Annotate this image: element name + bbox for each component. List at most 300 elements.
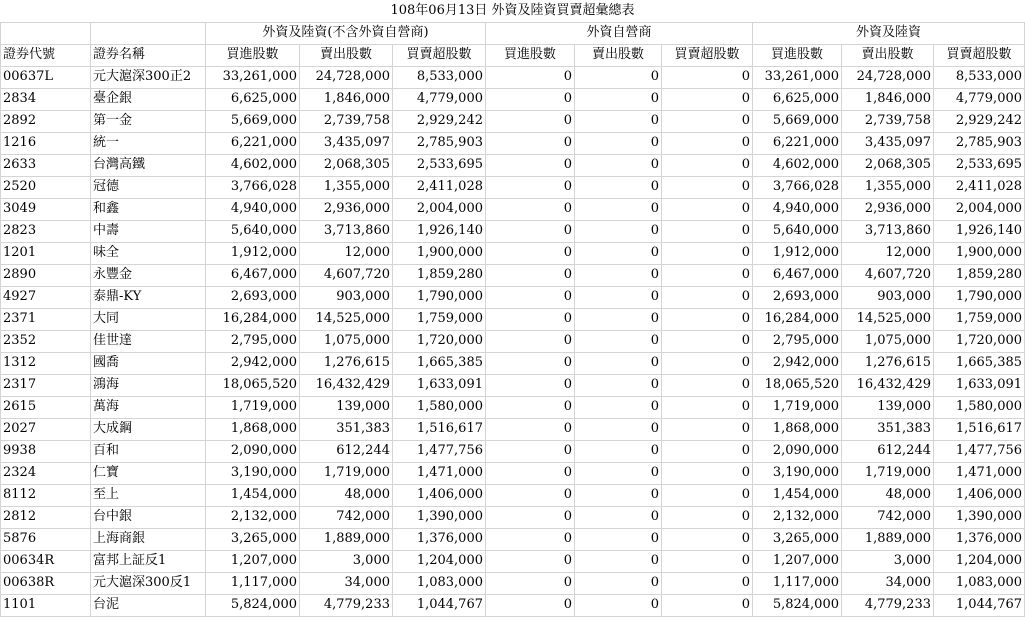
cell-value[interactable]: 0 [575,396,662,418]
cell-value[interactable]: 742,000 [842,506,934,528]
cell-value[interactable]: 5,669,000 [753,110,842,132]
cell-value[interactable]: 0 [662,572,753,594]
cell-value[interactable]: 1,868,000 [206,418,300,440]
table-row[interactable] [1,594,1025,616]
cell-value[interactable]: 0 [575,572,662,594]
cell-value[interactable]: 2,533,695 [393,154,486,176]
table-row[interactable] [1,418,1025,440]
cell-value[interactable]: 1,868,000 [753,418,842,440]
cell-value[interactable]: 1,846,000 [842,88,934,110]
cell-value[interactable]: 0 [486,198,575,220]
cell-value[interactable]: 18,065,520 [753,374,842,396]
cell-value[interactable]: 2,795,000 [206,330,300,352]
cell-value[interactable]: 0 [486,506,575,528]
cell-value[interactable]: 5,669,000 [206,110,300,132]
cell-value[interactable]: 16,432,429 [842,374,934,396]
cell-value[interactable]: 3,435,097 [300,132,393,154]
cell-value[interactable]: 6,221,000 [206,132,300,154]
cell-stock-code[interactable]: 2890 [1,264,91,286]
cell-value[interactable]: 1,117,000 [753,572,842,594]
table-row[interactable] [1,88,1025,110]
cell-value[interactable]: 0 [575,352,662,374]
cell-value[interactable]: 742,000 [300,506,393,528]
cell-value[interactable]: 0 [662,594,753,616]
cell-value[interactable]: 16,432,429 [300,374,393,396]
table-row[interactable] [1,330,1025,352]
cell-value[interactable]: 3,000 [300,550,393,572]
cell-value[interactable]: 1,454,000 [206,484,300,506]
cell-value[interactable]: 48,000 [300,484,393,506]
cell-value[interactable]: 0 [575,242,662,264]
cell-value[interactable]: 2,942,000 [753,352,842,374]
cell-value[interactable]: 0 [662,352,753,374]
table-row[interactable] [1,220,1025,242]
cell-value[interactable]: 1,477,756 [934,440,1025,462]
table-row[interactable] [1,132,1025,154]
cell-value[interactable]: 1,083,000 [934,572,1025,594]
cell-stock-code[interactable]: 2324 [1,462,91,484]
cell-value[interactable]: 3,713,860 [842,220,934,242]
cell-value[interactable]: 3,713,860 [300,220,393,242]
cell-value[interactable]: 4,779,233 [842,594,934,616]
cell-value[interactable]: 2,942,000 [206,352,300,374]
cell-value[interactable]: 1,516,617 [393,418,486,440]
cell-value[interactable]: 0 [486,440,575,462]
cell-stock-code[interactable]: 00638R [1,572,91,594]
cell-value[interactable]: 1,926,140 [393,220,486,242]
table-row[interactable] [1,462,1025,484]
cell-value[interactable]: 2,929,242 [934,110,1025,132]
cell-stock-name[interactable]: 統一 [91,132,206,154]
cell-value[interactable]: 4,607,720 [300,264,393,286]
cell-value[interactable]: 0 [575,374,662,396]
cell-value[interactable]: 0 [486,484,575,506]
cell-value[interactable]: 0 [662,506,753,528]
cell-value[interactable]: 1,075,000 [300,330,393,352]
cell-value[interactable]: 1,720,000 [393,330,486,352]
cell-value[interactable]: 6,625,000 [206,88,300,110]
cell-value[interactable]: 2,693,000 [206,286,300,308]
cell-value[interactable]: 8,533,000 [393,66,486,88]
cell-stock-name[interactable]: 中壽 [91,220,206,242]
cell-value[interactable]: 33,261,000 [206,66,300,88]
cell-stock-name[interactable]: 仁寶 [91,462,206,484]
cell-stock-code[interactable]: 00637L [1,66,91,88]
cell-value[interactable]: 139,000 [300,396,393,418]
cell-value[interactable]: 0 [486,264,575,286]
cell-value[interactable]: 2,739,758 [300,110,393,132]
cell-value[interactable]: 2,090,000 [206,440,300,462]
cell-value[interactable]: 0 [662,418,753,440]
cell-value[interactable]: 6,625,000 [753,88,842,110]
cell-stock-name[interactable]: 元大滬深300正2 [91,66,206,88]
cell-stock-code[interactable]: 2633 [1,154,91,176]
cell-stock-code[interactable]: 1312 [1,352,91,374]
cell-stock-name[interactable]: 百和 [91,440,206,462]
cell-value[interactable]: 2,068,305 [842,154,934,176]
cell-value[interactable]: 0 [486,462,575,484]
cell-value[interactable]: 0 [486,66,575,88]
cell-value[interactable]: 24,728,000 [842,66,934,88]
cell-value[interactable]: 2,936,000 [300,198,393,220]
cell-value[interactable]: 2,533,695 [934,154,1025,176]
cell-value[interactable]: 0 [662,462,753,484]
cell-value[interactable]: 1,204,000 [934,550,1025,572]
cell-value[interactable]: 0 [486,110,575,132]
table-row[interactable] [1,374,1025,396]
cell-stock-name[interactable]: 第一金 [91,110,206,132]
cell-value[interactable]: 2,411,028 [934,176,1025,198]
cell-value[interactable]: 24,728,000 [300,66,393,88]
cell-value[interactable]: 18,065,520 [206,374,300,396]
cell-value[interactable]: 0 [575,484,662,506]
cell-value[interactable]: 1,759,000 [934,308,1025,330]
cell-stock-name[interactable]: 上海商銀 [91,528,206,550]
cell-value[interactable]: 0 [662,528,753,550]
cell-value[interactable]: 0 [486,176,575,198]
table-row[interactable] [1,154,1025,176]
cell-value[interactable]: 0 [486,132,575,154]
table-row[interactable] [1,484,1025,506]
cell-value[interactable]: 1,207,000 [753,550,842,572]
cell-value[interactable]: 3,265,000 [206,528,300,550]
cell-value[interactable]: 612,244 [300,440,393,462]
cell-stock-code[interactable]: 3049 [1,198,91,220]
cell-value[interactable]: 2,936,000 [842,198,934,220]
cell-stock-name[interactable]: 台中銀 [91,506,206,528]
cell-value[interactable]: 1,580,000 [934,396,1025,418]
table-row[interactable] [1,286,1025,308]
cell-value[interactable]: 34,000 [300,572,393,594]
cell-value[interactable]: 2,411,028 [393,176,486,198]
cell-value[interactable]: 0 [662,198,753,220]
cell-value[interactable]: 1,083,000 [393,572,486,594]
cell-value[interactable]: 1,406,000 [934,484,1025,506]
cell-value[interactable]: 3,766,028 [753,176,842,198]
cell-value[interactable]: 16,284,000 [206,308,300,330]
cell-value[interactable]: 8,533,000 [934,66,1025,88]
cell-value[interactable]: 139,000 [842,396,934,418]
cell-value[interactable]: 1,759,000 [393,308,486,330]
cell-stock-code[interactable]: 2812 [1,506,91,528]
cell-value[interactable]: 5,640,000 [753,220,842,242]
cell-value[interactable]: 351,383 [300,418,393,440]
cell-value[interactable]: 1,719,000 [842,462,934,484]
cell-value[interactable]: 0 [662,374,753,396]
cell-value[interactable]: 0 [662,440,753,462]
cell-value[interactable]: 0 [486,286,575,308]
cell-value[interactable]: 1,204,000 [393,550,486,572]
cell-value[interactable]: 0 [575,330,662,352]
cell-stock-name[interactable]: 泰鼎-KY [91,286,206,308]
cell-stock-code[interactable]: 2834 [1,88,91,110]
table-row[interactable] [1,110,1025,132]
cell-stock-name[interactable]: 冠德 [91,176,206,198]
cell-value[interactable]: 0 [575,110,662,132]
cell-value[interactable]: 3,000 [842,550,934,572]
cell-value[interactable]: 1,720,000 [934,330,1025,352]
cell-value[interactable]: 0 [662,484,753,506]
cell-value[interactable]: 0 [486,374,575,396]
cell-value[interactable]: 5,824,000 [206,594,300,616]
cell-value[interactable]: 34,000 [842,572,934,594]
cell-value[interactable]: 1,665,385 [393,352,486,374]
table-row[interactable] [1,506,1025,528]
cell-value[interactable]: 4,940,000 [753,198,842,220]
cell-value[interactable]: 16,284,000 [753,308,842,330]
cell-stock-code[interactable]: 8112 [1,484,91,506]
cell-value[interactable]: 0 [486,594,575,616]
cell-value[interactable]: 48,000 [842,484,934,506]
cell-value[interactable]: 0 [662,66,753,88]
cell-value[interactable]: 0 [486,418,575,440]
cell-value[interactable]: 0 [662,132,753,154]
cell-value[interactable]: 0 [575,506,662,528]
table-row[interactable] [1,352,1025,374]
cell-value[interactable]: 1,207,000 [206,550,300,572]
table-row[interactable] [1,264,1025,286]
cell-stock-name[interactable]: 元大滬深300反1 [91,572,206,594]
cell-stock-code[interactable]: 1201 [1,242,91,264]
cell-value[interactable]: 0 [486,528,575,550]
table-row[interactable] [1,396,1025,418]
cell-value[interactable]: 0 [575,418,662,440]
cell-value[interactable]: 1,719,000 [206,396,300,418]
cell-value[interactable]: 1,790,000 [934,286,1025,308]
cell-value[interactable]: 1,516,617 [934,418,1025,440]
cell-value[interactable]: 2,132,000 [206,506,300,528]
cell-value[interactable]: 0 [575,132,662,154]
cell-value[interactable]: 0 [486,330,575,352]
cell-stock-name[interactable]: 國喬 [91,352,206,374]
cell-value[interactable]: 1,355,000 [842,176,934,198]
cell-value[interactable]: 1,846,000 [300,88,393,110]
cell-value[interactable]: 1,471,000 [934,462,1025,484]
cell-stock-name[interactable]: 鴻海 [91,374,206,396]
cell-value[interactable]: 2,090,000 [753,440,842,462]
table-row[interactable] [1,550,1025,572]
cell-stock-name[interactable]: 至上 [91,484,206,506]
cell-value[interactable]: 1,454,000 [753,484,842,506]
cell-value[interactable]: 1,355,000 [300,176,393,198]
cell-value[interactable]: 0 [575,594,662,616]
cell-value[interactable]: 2,004,000 [393,198,486,220]
cell-stock-code[interactable]: 2823 [1,220,91,242]
cell-value[interactable]: 1,376,000 [934,528,1025,550]
cell-value[interactable]: 1,926,140 [934,220,1025,242]
cell-value[interactable]: 6,221,000 [753,132,842,154]
cell-value[interactable]: 6,467,000 [206,264,300,286]
table-row[interactable] [1,66,1025,88]
cell-value[interactable]: 1,859,280 [393,264,486,286]
cell-stock-name[interactable]: 大同 [91,308,206,330]
cell-value[interactable]: 1,044,767 [393,594,486,616]
cell-value[interactable]: 1,900,000 [934,242,1025,264]
cell-value[interactable]: 351,383 [842,418,934,440]
cell-value[interactable]: 1,376,000 [393,528,486,550]
cell-value[interactable]: 0 [575,154,662,176]
cell-value[interactable]: 903,000 [300,286,393,308]
cell-value[interactable]: 0 [486,396,575,418]
cell-value[interactable]: 1,889,000 [300,528,393,550]
cell-value[interactable]: 0 [575,220,662,242]
cell-value[interactable]: 2,785,903 [934,132,1025,154]
cell-value[interactable]: 2,068,305 [300,154,393,176]
table-row[interactable] [1,572,1025,594]
cell-value[interactable]: 0 [662,110,753,132]
cell-value[interactable]: 1,044,767 [934,594,1025,616]
cell-value[interactable]: 3,265,000 [753,528,842,550]
cell-stock-code[interactable]: 2027 [1,418,91,440]
cell-value[interactable]: 0 [575,176,662,198]
cell-value[interactable]: 0 [575,550,662,572]
cell-stock-name[interactable]: 富邦上証反1 [91,550,206,572]
cell-stock-code[interactable]: 2352 [1,330,91,352]
cell-stock-name[interactable]: 大成鋼 [91,418,206,440]
cell-value[interactable]: 0 [486,550,575,572]
cell-stock-code[interactable]: 2371 [1,308,91,330]
cell-value[interactable]: 0 [486,352,575,374]
cell-stock-name[interactable]: 佳世達 [91,330,206,352]
cell-value[interactable]: 0 [662,88,753,110]
cell-value[interactable]: 1,580,000 [393,396,486,418]
table-row[interactable] [1,242,1025,264]
cell-value[interactable]: 4,940,000 [206,198,300,220]
cell-value[interactable]: 0 [486,572,575,594]
cell-value[interactable]: 0 [662,308,753,330]
cell-value[interactable]: 1,276,615 [842,352,934,374]
cell-stock-name[interactable]: 和鑫 [91,198,206,220]
cell-value[interactable]: 1,390,000 [934,506,1025,528]
cell-stock-code[interactable]: 5876 [1,528,91,550]
cell-value[interactable]: 4,779,000 [393,88,486,110]
cell-value[interactable]: 1,390,000 [393,506,486,528]
cell-value[interactable]: 0 [662,286,753,308]
cell-value[interactable]: 0 [486,154,575,176]
cell-value[interactable]: 0 [575,440,662,462]
table-row[interactable] [1,528,1025,550]
cell-value[interactable]: 1,859,280 [934,264,1025,286]
cell-value[interactable]: 12,000 [842,242,934,264]
table-row[interactable] [1,440,1025,462]
cell-value[interactable]: 0 [662,176,753,198]
cell-value[interactable]: 3,190,000 [753,462,842,484]
cell-value[interactable]: 1,719,000 [300,462,393,484]
cell-stock-name[interactable]: 臺企銀 [91,88,206,110]
cell-value[interactable]: 1,912,000 [753,242,842,264]
cell-value[interactable]: 0 [575,88,662,110]
cell-value[interactable]: 1,665,385 [934,352,1025,374]
cell-value[interactable]: 3,190,000 [206,462,300,484]
cell-value[interactable]: 0 [662,220,753,242]
cell-value[interactable]: 1,117,000 [206,572,300,594]
cell-value[interactable]: 2,795,000 [753,330,842,352]
cell-value[interactable]: 1,406,000 [393,484,486,506]
cell-stock-code[interactable]: 1216 [1,132,91,154]
cell-value[interactable]: 5,824,000 [753,594,842,616]
cell-value[interactable]: 5,640,000 [206,220,300,242]
cell-value[interactable]: 0 [486,220,575,242]
cell-value[interactable]: 0 [486,242,575,264]
cell-value[interactable]: 1,471,000 [393,462,486,484]
cell-value[interactable]: 2,929,242 [393,110,486,132]
cell-stock-code[interactable]: 00634R [1,550,91,572]
cell-stock-name[interactable]: 台泥 [91,594,206,616]
cell-value[interactable]: 4,602,000 [753,154,842,176]
cell-value[interactable]: 612,244 [842,440,934,462]
cell-value[interactable]: 0 [575,308,662,330]
cell-value[interactable]: 2,132,000 [753,506,842,528]
cell-stock-code[interactable]: 4927 [1,286,91,308]
cell-value[interactable]: 1,477,756 [393,440,486,462]
cell-value[interactable]: 0 [486,308,575,330]
table-row[interactable] [1,308,1025,330]
cell-value[interactable]: 2,785,903 [393,132,486,154]
cell-stock-name[interactable]: 永豐金 [91,264,206,286]
cell-value[interactable]: 0 [575,264,662,286]
cell-value[interactable]: 0 [662,242,753,264]
cell-value[interactable]: 0 [575,528,662,550]
cell-value[interactable]: 0 [662,330,753,352]
cell-value[interactable]: 2,693,000 [753,286,842,308]
cell-stock-name[interactable]: 萬海 [91,396,206,418]
cell-value[interactable]: 0 [662,154,753,176]
cell-value[interactable]: 1,719,000 [753,396,842,418]
cell-value[interactable]: 1,075,000 [842,330,934,352]
cell-value[interactable]: 0 [662,264,753,286]
cell-value[interactable]: 6,467,000 [753,264,842,286]
cell-stock-code[interactable]: 1101 [1,594,91,616]
cell-value[interactable]: 1,276,615 [300,352,393,374]
cell-value[interactable]: 4,602,000 [206,154,300,176]
cell-value[interactable]: 1,912,000 [206,242,300,264]
cell-stock-code[interactable]: 2520 [1,176,91,198]
table-row[interactable] [1,176,1025,198]
cell-stock-code[interactable]: 2615 [1,396,91,418]
cell-value[interactable]: 12,000 [300,242,393,264]
cell-value[interactable]: 3,435,097 [842,132,934,154]
cell-value[interactable]: 1,900,000 [393,242,486,264]
cell-value[interactable]: 3,766,028 [206,176,300,198]
cell-value[interactable]: 0 [575,198,662,220]
cell-value[interactable]: 4,607,720 [842,264,934,286]
cell-value[interactable]: 4,779,000 [934,88,1025,110]
cell-value[interactable]: 0 [662,550,753,572]
cell-value[interactable]: 14,525,000 [300,308,393,330]
cell-value[interactable]: 0 [575,462,662,484]
cell-value[interactable]: 33,261,000 [753,66,842,88]
cell-value[interactable]: 4,779,233 [300,594,393,616]
cell-value[interactable]: 2,739,758 [842,110,934,132]
table-row[interactable] [1,198,1025,220]
cell-value[interactable]: 1,889,000 [842,528,934,550]
cell-stock-name[interactable]: 台灣高鐵 [91,154,206,176]
cell-value[interactable]: 903,000 [842,286,934,308]
cell-stock-code[interactable]: 2317 [1,374,91,396]
cell-value[interactable]: 1,633,091 [934,374,1025,396]
cell-value[interactable]: 0 [575,66,662,88]
cell-stock-code[interactable]: 2892 [1,110,91,132]
cell-stock-code[interactable]: 9938 [1,440,91,462]
cell-value[interactable]: 0 [486,88,575,110]
cell-value[interactable]: 14,525,000 [842,308,934,330]
cell-value[interactable]: 0 [575,286,662,308]
cell-value[interactable]: 1,633,091 [393,374,486,396]
cell-value[interactable]: 1,790,000 [393,286,486,308]
cell-stock-name[interactable]: 味全 [91,242,206,264]
cell-value[interactable]: 2,004,000 [934,198,1025,220]
cell-value[interactable]: 0 [662,396,753,418]
